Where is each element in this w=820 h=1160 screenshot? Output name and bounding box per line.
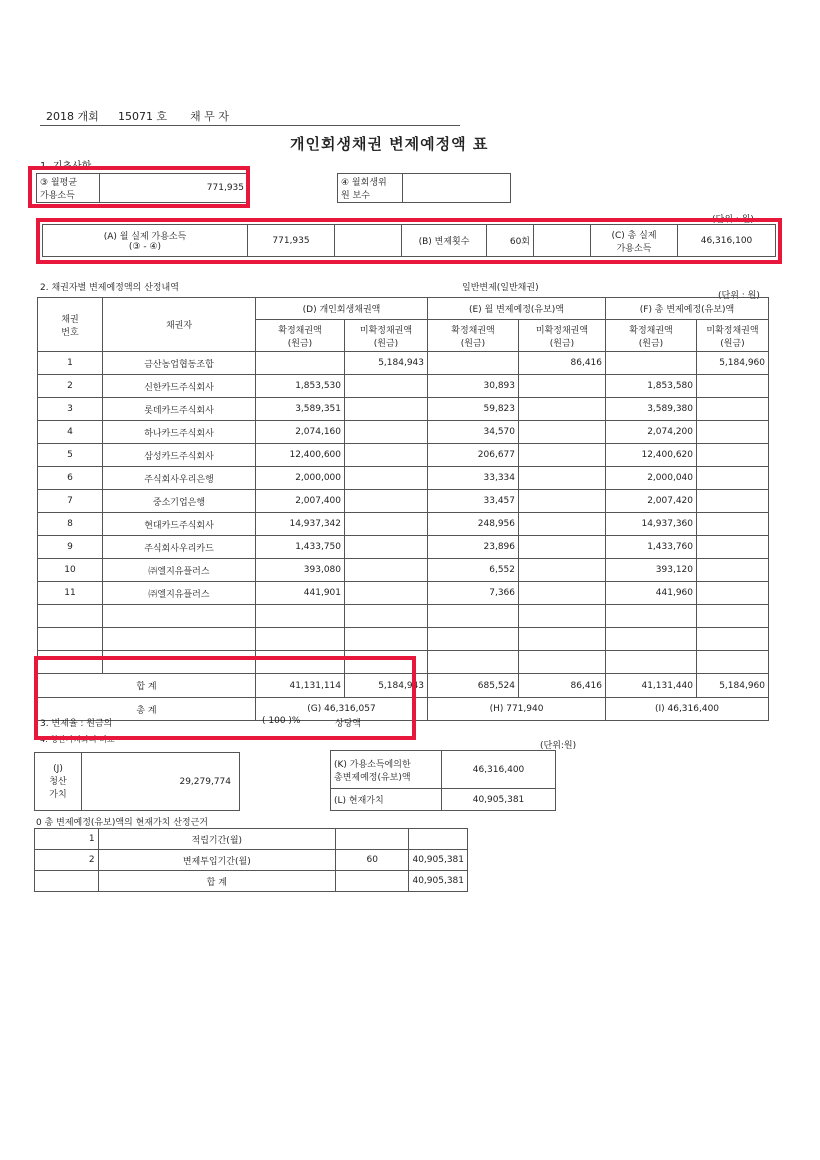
j-label: (J) 청산 가치 <box>35 753 82 811</box>
sum-label: 합 계 <box>38 674 256 698</box>
row-no: 8 <box>38 513 103 536</box>
row-f-confirmed: 1,433,760 <box>606 536 697 559</box>
row-e-confirmed: 23,896 <box>428 536 519 559</box>
total-label: 총 계 <box>38 698 256 721</box>
row-d-confirmed: 2,074,160 <box>256 421 345 444</box>
col-creditor: 채권자 <box>103 298 256 352</box>
case-year: 2018 개회 <box>46 110 99 123</box>
sum-f2: 5,184,960 <box>697 674 769 698</box>
row-e-unconfirmed <box>519 444 606 467</box>
basis-row <box>35 829 468 850</box>
row-d-confirmed: 3,589,351 <box>256 398 345 421</box>
trustee-table <box>337 173 511 203</box>
row-f-confirmed: 3,589,380 <box>606 398 697 421</box>
table-row <box>38 582 769 605</box>
sum-e1: 685,524 <box>428 674 519 698</box>
section3-label: 3. 변제율 : 원금의 <box>40 719 113 729</box>
row-no: 11 <box>38 582 103 605</box>
row-no: 4 <box>38 421 103 444</box>
row-no: 3 <box>38 398 103 421</box>
row-d-unconfirmed <box>345 421 428 444</box>
row-no: 9 <box>38 536 103 559</box>
basis-value: 40,905,381 <box>409 850 468 871</box>
row-creditor: ㈜엘지유플러스 <box>103 559 256 582</box>
table-row <box>38 536 769 559</box>
sum-d1: 41,131,114 <box>256 674 345 698</box>
present-value-basis-table <box>34 828 468 892</box>
row-d-unconfirmed <box>345 467 428 490</box>
section5-title: 0 총 변제예정(유보)액의 현재가치 산정근거 <box>36 818 208 828</box>
row-f-confirmed: 393,120 <box>606 559 697 582</box>
row-d-unconfirmed <box>345 513 428 536</box>
row-e-unconfirmed <box>519 582 606 605</box>
row-d-unconfirmed <box>345 559 428 582</box>
basis-no: 1 <box>35 829 99 850</box>
row-no: 1 <box>38 352 103 375</box>
sum-e2: 86,416 <box>519 674 606 698</box>
k-label: (K) 가용소득에의한 총변제예정(유보)액 <box>331 751 442 789</box>
row-creditor: 롯데카드주식회사 <box>103 398 256 421</box>
row-e-unconfirmed <box>519 375 606 398</box>
page-title: 개인회생채권 변제예정액 표 <box>290 135 489 153</box>
trustee-value <box>403 174 511 203</box>
row-f-confirmed: 2,007,420 <box>606 490 697 513</box>
row-d-confirmed: 1,433,750 <box>256 536 345 559</box>
col-no: 채권 번호 <box>38 298 103 352</box>
basis-months <box>335 871 409 892</box>
row-d-confirmed: 14,937,342 <box>256 513 345 536</box>
row-f-confirmed <box>606 352 697 375</box>
row-creditor: 중소기업은행 <box>103 490 256 513</box>
row-creditor: 주식회사우리카드 <box>103 536 256 559</box>
row-e-unconfirmed: 86,416 <box>519 352 606 375</box>
row-d-unconfirmed <box>345 490 428 513</box>
row-d-unconfirmed <box>345 398 428 421</box>
row-e-confirmed: 248,956 <box>428 513 519 536</box>
trustee-label: ④ 월회생위 원 보수 <box>338 174 403 203</box>
section3-suffix: 상당액 <box>335 719 362 729</box>
row-f-confirmed: 14,937,360 <box>606 513 697 536</box>
debtor-label: 채 무 자 <box>190 110 229 123</box>
row-f-confirmed: 2,074,200 <box>606 421 697 444</box>
table-row <box>38 444 769 467</box>
row-e-confirmed <box>428 352 519 375</box>
sub-e-confirmed: 확정채권액 (원금) <box>428 320 519 352</box>
row-f-unconfirmed <box>697 559 769 582</box>
row-e-confirmed: 33,457 <box>428 490 519 513</box>
basis-value: 40,905,381 <box>409 871 468 892</box>
k-value: 46,316,400 <box>442 751 556 789</box>
row-e-confirmed: 59,823 <box>428 398 519 421</box>
row-d-confirmed: 441,901 <box>256 582 345 605</box>
row-f-unconfirmed <box>697 467 769 490</box>
monthly-label-1: (A) 월 실제 가용소득 <box>103 232 187 242</box>
section1-title: 1. 기초사항 <box>40 161 92 172</box>
basis-label: 변제투입기간(월) <box>98 850 335 871</box>
row-d-confirmed <box>256 352 345 375</box>
row-d-confirmed: 393,080 <box>256 559 345 582</box>
row-f-unconfirmed <box>697 513 769 536</box>
monthly-value: 771,935 <box>248 225 335 257</box>
row-f-unconfirmed <box>697 375 769 398</box>
row-no: 6 <box>38 467 103 490</box>
row-e-unconfirmed <box>519 513 606 536</box>
basis-months: 60 <box>335 850 409 871</box>
present-value-table <box>330 750 556 811</box>
row-no: 5 <box>38 444 103 467</box>
income-label: ③ 월평균 가용소득 <box>37 174 100 203</box>
row-no: 7 <box>38 490 103 513</box>
row-d-unconfirmed <box>345 582 428 605</box>
basis-row <box>35 871 468 892</box>
monthly-label-2: (③ - ④) <box>128 242 162 252</box>
total-h: (H) 771,940 <box>428 698 606 721</box>
row-d-confirmed: 1,853,530 <box>256 375 345 398</box>
sum-f1: 41,131,440 <box>606 674 697 698</box>
table-row <box>38 375 769 398</box>
row-d-confirmed: 2,000,000 <box>256 467 345 490</box>
l-label: (L) 현재가치 <box>331 789 442 811</box>
highlight-income <box>28 166 250 208</box>
row-e-unconfirmed <box>519 467 606 490</box>
table-row <box>38 421 769 444</box>
case-number: 15071 호 <box>118 110 168 123</box>
row-e-confirmed: 6,552 <box>428 559 519 582</box>
unit-label-2: (단위 : 원) <box>718 291 760 301</box>
row-creditor: 삼성카드주식회사 <box>103 444 256 467</box>
row-e-unconfirmed <box>519 398 606 421</box>
header-rule <box>40 125 460 126</box>
row-e-confirmed: 33,334 <box>428 467 519 490</box>
basis-label: 적립기간(월) <box>98 829 335 850</box>
total-g: (G) 46,316,057 <box>256 698 428 721</box>
unit-label-3: (단위:원) <box>540 741 577 751</box>
row-e-unconfirmed <box>519 536 606 559</box>
basis-row <box>35 850 468 871</box>
row-no: 2 <box>38 375 103 398</box>
row-no: 10 <box>38 559 103 582</box>
row-creditor: 금산농업협동조합 <box>103 352 256 375</box>
highlight-available-income <box>36 218 782 264</box>
total-label-1: (C) 총 실제 <box>611 230 657 241</box>
total-i: (I) 46,316,400 <box>606 698 769 721</box>
sum-d2: 5,184,943 <box>345 674 428 698</box>
row-f-unconfirmed <box>697 536 769 559</box>
row-f-confirmed: 441,960 <box>606 582 697 605</box>
unit-label-1: (단위 : 원) <box>712 215 754 225</box>
sub-d-confirmed: 확정채권액 (원금) <box>256 320 345 352</box>
l-value: 40,905,381 <box>442 789 556 811</box>
row-d-confirmed: 2,007,400 <box>256 490 345 513</box>
row-creditor: 신한카드주식회사 <box>103 375 256 398</box>
row-f-confirmed: 1,853,580 <box>606 375 697 398</box>
row-f-unconfirmed <box>697 444 769 467</box>
row-e-unconfirmed <box>519 559 606 582</box>
sub-e-unconfirmed: 미확정채권액 (원금) <box>519 320 606 352</box>
total-value: 46,316,100 <box>678 225 776 257</box>
col-d: (D) 개인회생채권액 <box>256 298 428 320</box>
row-e-confirmed: 30,893 <box>428 375 519 398</box>
table-row <box>38 398 769 421</box>
table-row <box>38 559 769 582</box>
basis-label: 합 계 <box>98 871 335 892</box>
section2-title: 2. 채권자별 변제예정액의 산정내역 <box>40 283 179 293</box>
sub-d-unconfirmed: 미확정채권액 (원금) <box>345 320 428 352</box>
row-creditor: 주식회사우리은행 <box>103 467 256 490</box>
sub-f-unconfirmed: 미확정채권액 (원금) <box>697 320 769 352</box>
table-row <box>38 467 769 490</box>
section3-rate: ( 100 )% <box>262 716 301 726</box>
row-d-unconfirmed <box>345 444 428 467</box>
highlight-totals <box>34 656 416 740</box>
row-f-confirmed: 12,400,620 <box>606 444 697 467</box>
row-f-unconfirmed: 5,184,960 <box>697 352 769 375</box>
row-e-confirmed: 34,570 <box>428 421 519 444</box>
table-row <box>38 513 769 536</box>
table-row <box>38 490 769 513</box>
income-value: 771,935 <box>100 174 248 203</box>
col-e: (E) 월 변제예정(유보)액 <box>428 298 606 320</box>
section2-subtitle: 일반변제(일반채권) <box>462 283 539 293</box>
row-creditor: 하나카드주식회사 <box>103 421 256 444</box>
row-f-unconfirmed <box>697 490 769 513</box>
row-f-unconfirmed <box>697 398 769 421</box>
total-label-2: 가용소득 <box>616 243 652 254</box>
row-e-unconfirmed <box>519 490 606 513</box>
basis-no <box>35 871 99 892</box>
count-label: (B) 변제횟수 <box>402 225 487 257</box>
row-f-confirmed: 2,000,040 <box>606 467 697 490</box>
row-creditor: ㈜엘지유플러스 <box>103 582 256 605</box>
row-d-confirmed: 12,400,600 <box>256 444 345 467</box>
liquidation-table <box>34 752 240 811</box>
row-f-unconfirmed <box>697 582 769 605</box>
j-value: 29,279,774 <box>82 753 240 811</box>
count-value: 60회 <box>487 225 534 257</box>
row-creditor: 현대카드주식회사 <box>103 513 256 536</box>
row-d-unconfirmed <box>345 375 428 398</box>
row-e-unconfirmed <box>519 421 606 444</box>
basis-no: 2 <box>35 850 99 871</box>
sub-f-confirmed: 확정채권액 (원금) <box>606 320 697 352</box>
section4-title: 4. 청산가치와의 비교 <box>40 735 115 744</box>
basis-months <box>335 829 409 850</box>
row-d-unconfirmed: 5,184,943 <box>345 352 428 375</box>
row-e-confirmed: 206,677 <box>428 444 519 467</box>
col-f: (F) 총 변제예정(유보)액 <box>606 298 769 320</box>
table-row <box>38 352 769 375</box>
row-f-unconfirmed <box>697 421 769 444</box>
basis-value <box>409 829 468 850</box>
row-e-confirmed: 7,366 <box>428 582 519 605</box>
row-d-unconfirmed <box>345 536 428 559</box>
